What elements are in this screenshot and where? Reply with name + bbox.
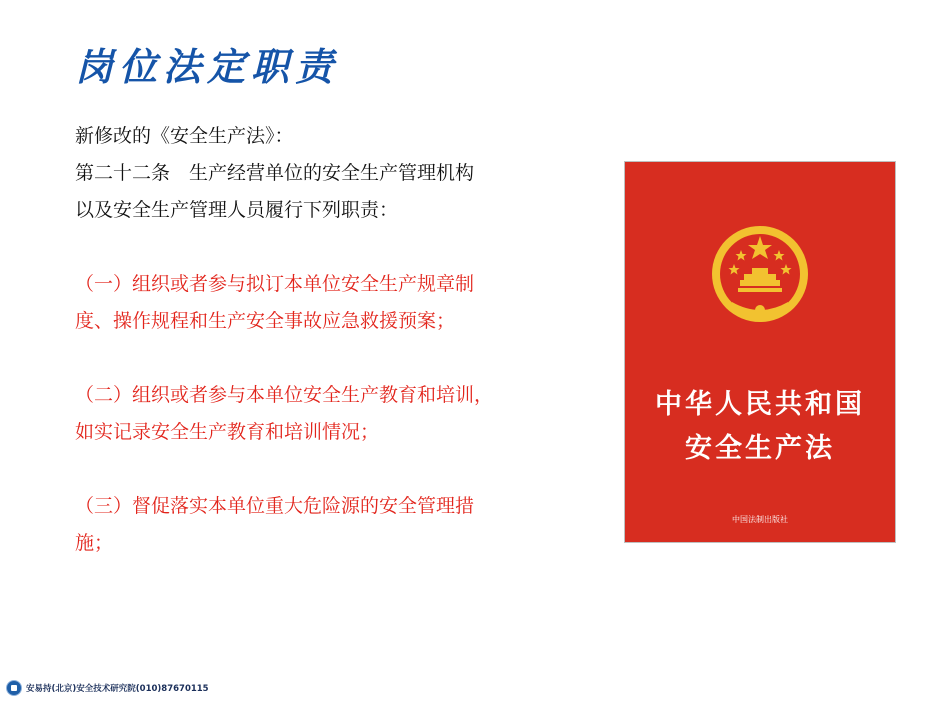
spacer (75, 340, 605, 377)
spacer (75, 451, 605, 488)
intro-line-1: 新修改的《安全生产法》： (75, 125, 294, 147)
book-title-line-2: 安全生产法 (685, 433, 835, 464)
duty-2-line-2: 如实记录安全生产教育和培训情况； (75, 421, 380, 443)
spacer (75, 229, 605, 266)
duty-1-line-1: （一）组织或者参与拟订本单位安全生产规章制 (75, 273, 475, 295)
footer (6, 680, 209, 696)
page-title: 岗位法定职责 (75, 44, 340, 89)
intro-line-3: 以及安全生产管理人员履行下列职责： (75, 199, 399, 221)
duty-1-line-2: 度、操作规程和生产安全事故应急救援预案； (75, 310, 456, 332)
footer-text: 安易持(北京)安全技术研究院(010)87670115 (26, 684, 209, 694)
org-logo-icon (6, 680, 22, 696)
publisher-label: 中国法制出版社 (732, 515, 788, 524)
book-title-line-1: 中华人民共和国 (655, 389, 865, 420)
duty-3-line-2: 施； (75, 532, 114, 554)
national-emblem-icon (708, 222, 812, 326)
duty-2-line-1: （二）组织或者参与本单位安全生产教育和培训， (75, 384, 494, 406)
article-text (75, 118, 605, 562)
intro-line-2: 第二十二条 生产经营单位的安全生产管理机构 (75, 162, 475, 184)
law-book-cover (625, 162, 895, 542)
duty-3-line-1: （三）督促落实本单位重大危险源的安全管理措 (75, 495, 475, 517)
